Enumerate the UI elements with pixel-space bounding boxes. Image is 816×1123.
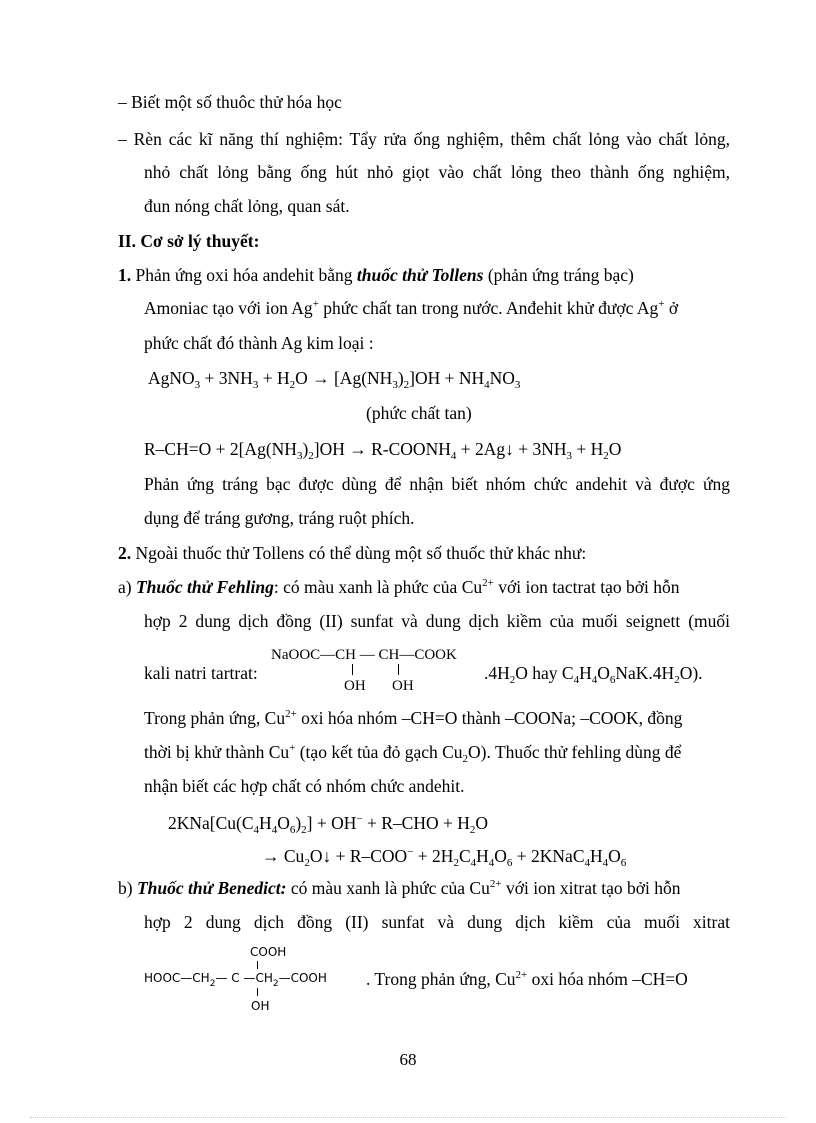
equation-note <box>366 402 472 424</box>
formula: O <box>608 439 622 459</box>
text: nhận biết các hợp chất có nhóm chức andehit. <box>144 776 465 796</box>
text: Amoniac tạo với ion Ag <box>144 298 313 318</box>
formula: ]OH + NH <box>409 368 485 388</box>
subscript: 2 <box>308 450 314 462</box>
reagent-name: thuốc thử Tollens <box>356 265 484 285</box>
subscript: 3 <box>566 450 572 462</box>
subscript: 2 <box>453 857 459 869</box>
subscript: 4 <box>450 450 457 462</box>
subscript: 6 <box>289 824 296 836</box>
text: b) <box>118 878 137 898</box>
fehling-intro <box>118 576 680 598</box>
paragraph-line <box>144 610 730 632</box>
formula: ) <box>302 439 309 459</box>
text: .4H <box>484 663 510 683</box>
paragraph-line <box>366 968 688 990</box>
tartrate-formula <box>484 662 703 684</box>
text: . Trong phản ứng, Cu <box>366 969 516 989</box>
paragraph-line <box>144 161 730 183</box>
formula: ) <box>295 813 302 833</box>
paragraph-line <box>144 297 678 319</box>
text: hợp 2 dung dịch đồng (II) sunfat và dung dịch kiềm của muối seignett (muối <box>144 611 730 631</box>
formula: + 2Ag↓ + 3NH <box>456 439 567 459</box>
text: – Biết một số thuôc thử hóa học <box>118 92 342 112</box>
text: Trong phản ứng, Cu <box>144 708 286 728</box>
subscript: 4 <box>602 857 609 869</box>
hydroxyl-label: OH <box>344 678 366 694</box>
superscript: 2+ <box>489 878 502 890</box>
equation-tollens-reagent <box>148 367 520 389</box>
formula: → Cu <box>262 846 305 866</box>
text: oxi hóa nhóm –CH=O <box>527 969 688 989</box>
text: O). Thuốc thử fehling dùng để <box>468 742 682 762</box>
subscript: 6 <box>620 857 627 869</box>
text: Ngoài thuốc thử Tollens có thể dùng một số thuốc thử khác như: <box>131 543 587 563</box>
numbered-item-1 <box>118 264 634 286</box>
text: NaK.4H <box>615 663 675 683</box>
formula: + H <box>572 439 604 459</box>
page-number: 68 <box>399 1050 417 1069</box>
paragraph-line <box>144 507 415 529</box>
subscript: 2 <box>603 450 609 462</box>
text: ở <box>664 298 679 318</box>
formula: NO <box>489 368 515 388</box>
text: H <box>579 663 592 683</box>
bond-line <box>257 961 258 969</box>
subscript: 2 <box>469 824 476 836</box>
subscript: 4 <box>470 857 477 869</box>
subscript: 2 <box>209 979 216 989</box>
superscript: + <box>289 742 296 754</box>
superscript: − <box>407 846 414 858</box>
superscript: 2+ <box>482 577 494 589</box>
formula: — C —CH <box>215 971 273 985</box>
formula: —COOH <box>278 971 327 985</box>
equation-fehling-2 <box>262 845 626 867</box>
subscript: 6 <box>506 857 513 869</box>
text: – Rèn các kĩ năng thí nghiệm: Tẩy rửa ống nghiệm, thêm chất lỏng vào chất lỏng, <box>118 129 730 149</box>
bond-line <box>352 664 353 675</box>
benedict-intro <box>118 877 680 899</box>
formula: ] + OH <box>306 813 357 833</box>
text: Phản ứng tráng bạc được dùng để nhận biết nhóm chức andehit và được ứng <box>144 474 730 494</box>
subscript: 4 <box>253 824 260 836</box>
subscript: 3 <box>296 450 303 462</box>
superscript: + <box>658 298 665 310</box>
formula: + R–CHO + H <box>362 813 470 833</box>
reagent-name: Thuốc thử Fehling <box>135 577 274 597</box>
bond-line <box>257 988 258 996</box>
bullet-line-reagents <box>118 91 342 113</box>
formula: + 3NH <box>200 368 253 388</box>
subscript: 2 <box>289 379 296 391</box>
text: a) <box>118 577 136 597</box>
text: kali natri tartrat: <box>144 663 258 683</box>
formula: ]OH → R-COONH <box>313 439 451 459</box>
text: Phản ứng oxi hóa andehit bằng <box>131 265 357 285</box>
heading-text: II. Cơ sở lý thuyết: <box>118 231 260 251</box>
text: nhỏ chất lỏng bằng ống hút nhỏ giọt vào chất lỏng theo thành ống nghiệm, <box>144 162 730 182</box>
paragraph-line <box>144 707 682 729</box>
formula: O <box>494 846 507 866</box>
formula: O↓ + R–COO <box>309 846 408 866</box>
subscript: 2 <box>462 753 469 765</box>
superscript: 2+ <box>515 969 528 981</box>
reagent-name: Thuốc thử Benedict: <box>136 878 287 898</box>
formula: O <box>608 846 621 866</box>
subscript: 4 <box>584 857 590 869</box>
subscript: 2 <box>272 979 279 989</box>
paragraph-line <box>144 911 730 933</box>
formula: + 2KNaC <box>512 846 585 866</box>
subscript: 4 <box>573 674 580 686</box>
subscript: 4 <box>484 379 490 391</box>
text: oxi hóa nhóm –CH=O thành –COONa; –COOK, đồng <box>296 708 683 728</box>
text: đun nóng chất lỏng, quan sát. <box>144 196 350 216</box>
subscript: 2 <box>403 379 410 391</box>
subscript: 4 <box>591 674 598 686</box>
bond-line <box>398 664 399 675</box>
formula: O <box>475 813 488 833</box>
hydroxyl-label: OH <box>251 999 270 1013</box>
equation-fehling-1 <box>168 812 488 834</box>
formula: + 2H <box>413 846 454 866</box>
formula: + H <box>258 368 290 388</box>
text: thời bị khử thành Cu <box>144 742 290 762</box>
subscript: 2 <box>674 674 680 686</box>
subscript: 2 <box>509 674 516 686</box>
item-number: 2. <box>118 543 132 563</box>
superscript: 2+ <box>285 708 297 720</box>
text: có màu xanh là phức của Cu <box>286 878 490 898</box>
text: với ion xitrat tạo bởi hỗn <box>501 878 681 898</box>
text: (phức chất tan) <box>366 403 472 423</box>
section-heading <box>118 230 259 252</box>
subscript: 3 <box>514 379 521 391</box>
text: O). <box>679 663 703 683</box>
text: phức chất đó thành Ag kim loại : <box>144 333 374 353</box>
paragraph-line <box>144 195 350 217</box>
superscript: − <box>356 813 363 825</box>
formula: R–CH=O + 2[Ag(NH <box>144 439 297 459</box>
text: (phản ứng tráng bạc) <box>483 265 634 285</box>
text: O hay C <box>515 663 574 683</box>
formula: HOOC—CH <box>144 971 210 985</box>
formula: O → [Ag(NH <box>295 368 393 388</box>
bullet-line-skills <box>118 128 730 150</box>
text: (tạo kết tủa đỏ gạch Cu <box>295 742 463 762</box>
equation-silver-mirror <box>144 438 621 460</box>
paragraph-line <box>144 332 374 354</box>
formula: H <box>476 846 489 866</box>
text: dụng để tráng gương, tráng ruột phích. <box>144 508 415 528</box>
formula: 2KNa[Cu(C <box>168 813 254 833</box>
subscript: 4 <box>271 824 278 836</box>
structure-main-chain: NaOOC—CH — CH—COOK <box>271 647 457 663</box>
formula: H <box>590 846 603 866</box>
subscript: 3 <box>392 379 398 391</box>
hydroxyl-label: OH <box>392 678 414 694</box>
formula: ) <box>397 368 404 388</box>
subscript: 3 <box>194 379 201 391</box>
paragraph-line <box>144 775 465 797</box>
subscript: 6 <box>609 674 616 686</box>
text: O <box>597 663 610 683</box>
page-bottom-divider <box>30 1117 786 1118</box>
carboxyl-label: COOH <box>250 945 287 959</box>
text: với ion tactrat tạo bởi hỗn <box>493 577 680 597</box>
text: phức chất tan trong nước. Anđehit khử được Ag <box>318 298 659 318</box>
item-number: 1. <box>118 265 132 285</box>
formula: O <box>277 813 290 833</box>
paragraph-line <box>144 741 681 763</box>
formula: H <box>259 813 272 833</box>
subscript: 2 <box>304 857 310 869</box>
subscript: 4 <box>488 857 495 869</box>
numbered-item-2 <box>118 542 586 564</box>
citrate-main-chain <box>144 971 327 989</box>
subscript: 3 <box>252 379 259 391</box>
tartrate-label <box>144 662 258 684</box>
formula: AgNO <box>148 368 195 388</box>
subscript: 2 <box>301 824 307 836</box>
text: : có màu xanh là phức của Cu <box>273 577 483 597</box>
formula: C <box>458 846 471 866</box>
superscript: + <box>312 298 319 310</box>
paragraph-line <box>144 473 730 495</box>
text: hợp 2 dung dịch đồng (II) sunfat và dung dịch kiềm của muối xitrat <box>144 912 730 932</box>
